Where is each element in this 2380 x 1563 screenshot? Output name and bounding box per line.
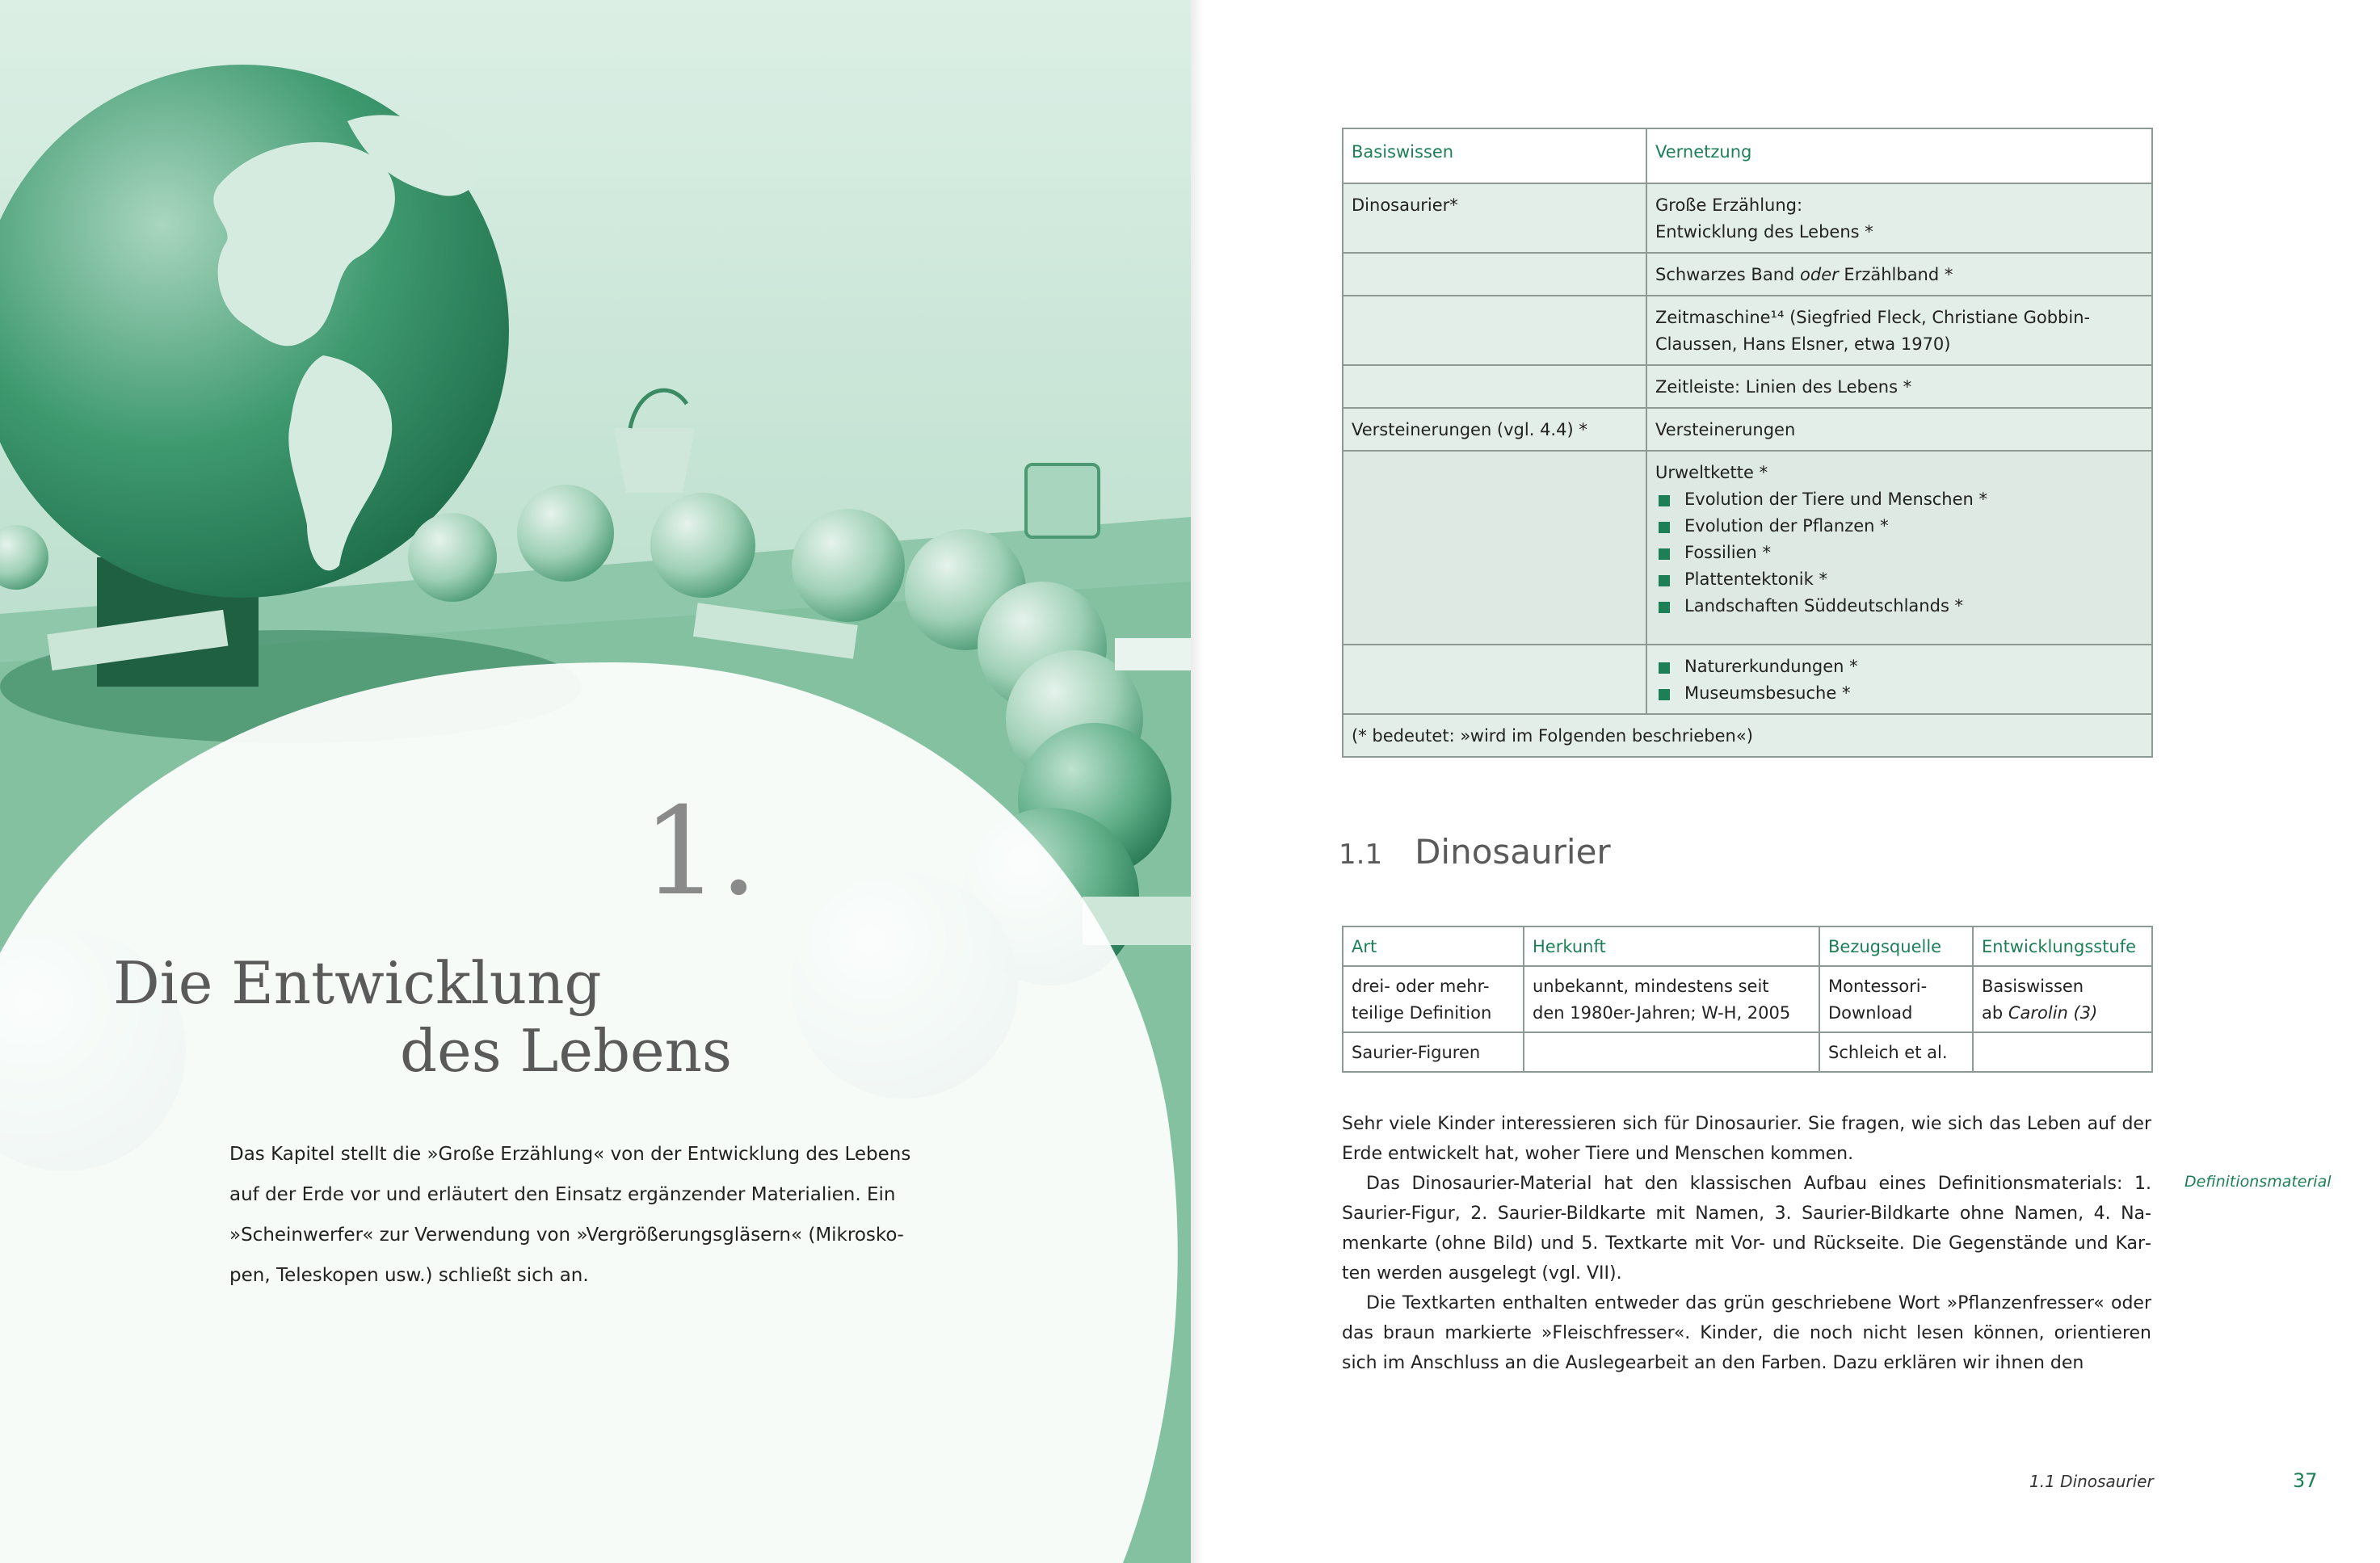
section-number: 1.1: [1339, 838, 1383, 871]
table-row: [1343, 966, 2152, 1032]
basis-cell: [1343, 451, 1646, 645]
header-herkunft: Herkunft: [1524, 926, 1819, 966]
section-heading: [1339, 832, 1611, 872]
material-info-table: [1342, 926, 2153, 1073]
header-vernetzung: Vernetzung: [1646, 128, 2152, 183]
basis-cell: [1343, 645, 1646, 714]
header-art: Art: [1343, 926, 1524, 966]
list-item: Fossilien *: [1655, 540, 2143, 566]
margin-note: Definitionsmaterial: [2184, 1173, 2332, 1191]
cell-line: unbekannt, mindestens seit: [1533, 977, 1769, 996]
table-row: [1343, 253, 2152, 296]
bezugsquelle-cell: Schleich et al.: [1819, 1032, 1973, 1072]
table-footnote-row: [1343, 714, 2152, 757]
list-item: Evolution der Tiere und Menschen *: [1655, 486, 2143, 513]
entwicklungsstufe-cell: [1973, 966, 2152, 1032]
overview-header-row: [1343, 128, 2152, 183]
chapter-number: 1.: [642, 782, 759, 922]
vernetzung-cell: [1646, 451, 2152, 645]
basis-cell: Dinosaurier*: [1343, 183, 1646, 253]
table-row: [1343, 183, 2152, 253]
body-paragraph: Sehr viele Kinder interessieren sich für Dinosaurier. Sie fragen, wie sich das Leben auf der Erde entwickelt hat, woher Tiere und Menschen kommen.: [1342, 1114, 2151, 1164]
table-row: [1343, 451, 2152, 645]
basis-cell: [1343, 253, 1646, 296]
vernetzung-emphasis: oder: [1800, 265, 1839, 284]
list-item: Naturerkundungen *: [1655, 653, 2143, 680]
urweltkette-list: [1655, 486, 2143, 620]
vernetzung-line: Entwicklung des Lebens *: [1655, 222, 1873, 242]
vernetzung-line: Zeitmaschine¹⁴ (Siegfried Fleck, Christiane Gobbin-: [1655, 308, 2091, 327]
vernetzung-cell: [1646, 183, 2152, 253]
chapter-title-line1: Die Entwicklung: [113, 949, 602, 1017]
chapter-intro: Das Kapitel stellt die »Große Erzählung« von der Entwicklung des Lebens auf der Erde vor und erläutert den Einsatz ergänzender Materialien. Ein »Scheinwerfer« zur Verwendung von »Vergrößerungsgläsern« (Mikroskopen, Teleskopen usw.) schließt sich an.: [229, 1144, 911, 1286]
cell-line: den 1980er-Jahren; W-H, 2005: [1533, 1003, 1791, 1023]
running-head: 1.1 Dinosaurier: [2029, 1472, 2154, 1491]
chapter-title: [113, 949, 759, 1085]
page-number: 37: [2293, 1469, 2318, 1492]
vernetzung-cell: [1646, 645, 2152, 714]
overview-table: [1342, 128, 2153, 758]
table-row: [1343, 365, 2152, 408]
vernetzung-cell: Zeitleiste: Linien des Lebens *: [1646, 365, 2152, 408]
list-item: Landschaften Süddeutschlands *: [1655, 593, 2143, 620]
excursion-list: [1655, 653, 2143, 707]
table-footnote: (* bedeutet: »wird im Folgenden beschrieben«): [1343, 714, 2152, 757]
vernetzung-text: Schwarzes Band: [1655, 265, 1801, 284]
page-gutter: [1191, 0, 1204, 1563]
stufe-emphasis: Carolin (3): [2008, 1003, 2098, 1023]
body-paragraph: Die Textkarten enthalten entweder das grün geschriebene Wort »Pflanzenfresser« oder das braun markierte »Fleischfresser«. Kinder, die noch nicht lesen können, orientieren sich im Anschluss an die Auslegearbeit an den Farben. Dazu erklären wir ihnen den: [1342, 1293, 2151, 1373]
cell-line: drei- oder mehr-: [1352, 977, 1490, 996]
section-title: Dinosaurier: [1415, 832, 1611, 872]
info-header-row: [1343, 926, 2152, 966]
chapter-title-line2: des Lebens: [400, 1017, 732, 1085]
cell-line: [1982, 1000, 2143, 1027]
cell-line: Download: [1828, 1003, 1913, 1023]
cell-line: Montessori-: [1828, 977, 1928, 996]
basis-cell: [1343, 365, 1646, 408]
vernetzung-line: Große Erzählung:: [1655, 195, 1803, 215]
cell-line: teilige Definition: [1352, 1003, 1492, 1023]
list-item: Museumsbesuche *: [1655, 680, 2143, 707]
urweltkette-title: Urweltkette *: [1655, 463, 1768, 482]
table-row: [1343, 296, 2152, 365]
entwicklungsstufe-cell: [1973, 1032, 2152, 1072]
bezugsquelle-cell: [1819, 966, 1973, 1032]
basis-cell: [1343, 296, 1646, 365]
header-entwicklungsstufe: Entwicklungsstufe: [1973, 926, 2152, 966]
header-basiswissen: Basiswissen: [1343, 128, 1646, 183]
cell-line: Basiswissen: [1982, 977, 2084, 996]
art-cell: Saurier-Figuren: [1343, 1032, 1524, 1072]
herkunft-cell: [1524, 1032, 1819, 1072]
vernetzung-cell: [1646, 296, 2152, 365]
art-cell: [1343, 966, 1524, 1032]
list-item: Plattentektonik *: [1655, 566, 2143, 593]
herkunft-cell: [1524, 966, 1819, 1032]
table-row: [1343, 1032, 2152, 1072]
body-text: [1342, 1109, 2151, 1378]
body-paragraph: Das Dinosaurier-Material hat den klassischen Aufbau eines Definitionsmaterials: 1. Saurier-Figur, 2. Saurier-Bildkarte mit Namen, 3. Saurier-Bildkarte ohne Namen, 4. Namenkarte (ohne Bild) und 5. Textkarte mit Vor- und Rückseite. Die Gegenstände und Karten werden ausgelegt (vgl. VII).: [1342, 1174, 2151, 1284]
table-row: [1343, 645, 2152, 714]
vernetzung-line: Claussen, Hans Elsner, etwa 1970): [1655, 334, 1951, 354]
stufe-prefix: ab: [1982, 1003, 2008, 1023]
header-bezugsquelle: Bezugsquelle: [1819, 926, 1973, 966]
list-item: Evolution der Pflanzen *: [1655, 513, 2143, 540]
table-row: [1343, 408, 2152, 451]
vernetzung-text: Erzählband *: [1838, 265, 1953, 284]
basis-cell: Versteinerungen (vgl. 4.4) *: [1343, 408, 1646, 451]
vernetzung-cell: Versteinerungen: [1646, 408, 2152, 451]
vernetzung-cell: [1646, 253, 2152, 296]
